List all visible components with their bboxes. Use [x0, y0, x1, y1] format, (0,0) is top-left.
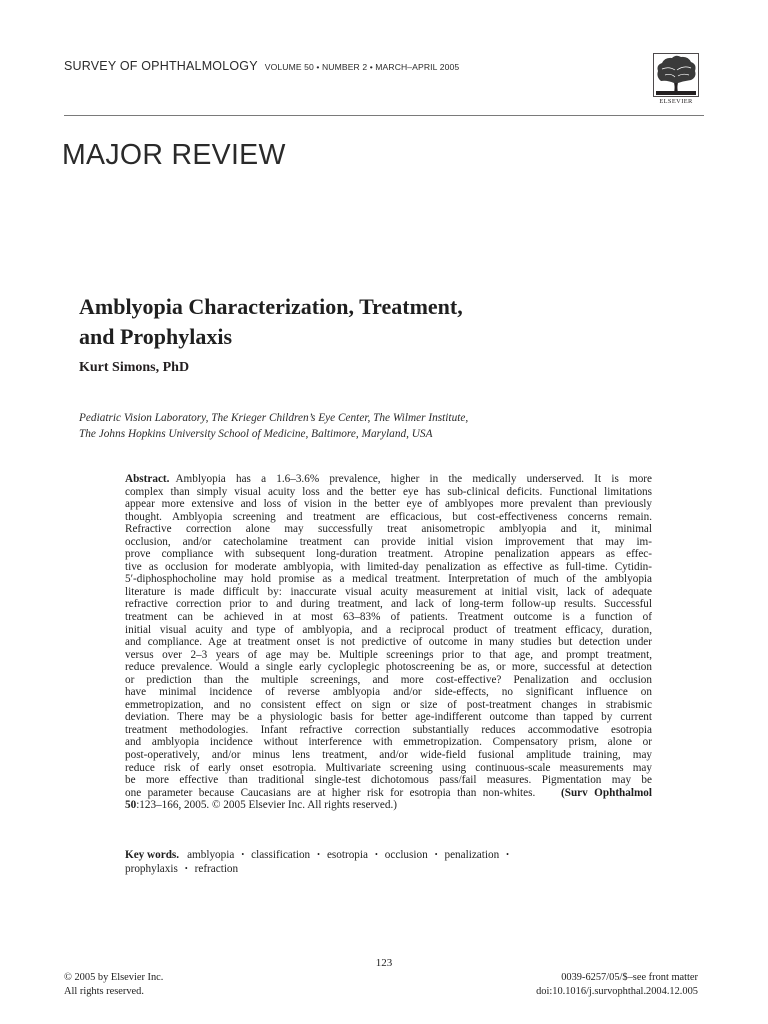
abstract-line: treatment can be achieved in at most 63–83% of patients. Treatment outcome is a function of: [125, 611, 652, 624]
keyword: occlusion: [384, 849, 428, 861]
abstract-line: treatment methodologies. Infant refractive correction substantially reduces accommodative esotropia: [125, 723, 652, 736]
abstract-line: deviation. There may be a physiologic basis for better age-indifferent outcome than tapped by current: [125, 711, 652, 724]
abstract-line: occlusion, and/or catecholamine treatment can provide initial vision improvement that may im-: [125, 535, 652, 548]
keyword-separator: •: [317, 850, 320, 859]
article-title-line-1: Amblyopia Characterization, Treatment,: [79, 294, 463, 319]
keyword-separator: •: [434, 850, 438, 859]
abstract-line: Refractive correction alone may successfully treat anisometropic amblyopia and it, minimal: [125, 523, 652, 536]
footer-rights-line: All rights reserved.: [64, 986, 144, 997]
keyword-separator: •: [374, 850, 378, 859]
abstract-line: tive as occlusion for moderate amblyopia, with limited-day penalization as effective as full-time. Cytidin-: [125, 560, 652, 573]
footer-identifiers: [536, 971, 698, 999]
abstract-line: literature is made difficult by: inaccurate visual acuity measurement at initial visit, lack of adequate: [125, 585, 652, 598]
keyword: refraction: [194, 863, 239, 875]
abstract-line: one parameter because Caucasians are at higher risk for esotropia than non-whites. (Surv Ophthalmol: [125, 786, 652, 799]
footer-issn: 0039-6257/05/$–see front matter: [561, 972, 698, 983]
page-number: 123: [375, 957, 393, 969]
keyword-separator: •: [184, 864, 188, 873]
keywords-line-2: [125, 862, 652, 876]
author-name: Kurt Simons, PhD: [79, 360, 190, 375]
keyword-separator: •: [241, 850, 245, 859]
abstract-line: versus over 2–3 years of age may be. Multiple screenings prior to that age, and prompt treatment,: [125, 648, 652, 661]
citation-journal: (Surv Ophthalmol: [561, 786, 652, 799]
keywords: [125, 848, 652, 876]
footer-copyright: [64, 971, 163, 999]
publisher-name: ELSEVIER: [659, 98, 693, 105]
abstract-line: be more effective than traditional single-test dichotomous pass/fail measures. Pigmentation may be: [125, 774, 652, 787]
abstract-line: and compliance. Age at treatment onset is not predictive of outcome in many studies but detection under: [125, 636, 652, 649]
keyword: amblyopia: [187, 849, 235, 861]
journal-name: SURVEY OF OPHTHALMOLOGY: [64, 59, 258, 73]
article-title-line-2: and Prophylaxis: [79, 324, 233, 349]
header-rule: [64, 115, 704, 116]
abstract-line: complex than simply visual acuity loss and the better eye has sub-clinical deficits. Functional limitations: [125, 485, 652, 498]
abstract-line: prove compliance with subsequent long-duration treatment. Atropine penalization appears as effec-: [125, 548, 652, 561]
abstract-line: have minimal incidence of reverse amblyopia and/or side-effects, no significant influence on: [125, 686, 652, 699]
journal-running-header: [64, 57, 459, 75]
keywords-line-1: [125, 848, 652, 862]
tree-emblem-icon: [653, 53, 699, 97]
citation-volume: 50: [125, 799, 137, 812]
citation-details: :123–166, 2005. © 2005 Elsevier Inc. All rights reserved.): [136, 799, 397, 812]
abstract-line: reduce risk of early onset esotropia. Multivariate screening using continuous-scale measurements may: [125, 761, 652, 774]
abstract-line: appear more extensive and loss of vision in the better eye of amblyopes more prevalent than previously: [125, 498, 652, 511]
affiliation-line-2: The Johns Hopkins University School of Medicine, Baltimore, Maryland, USA: [79, 428, 433, 440]
affiliation-line-1: Pediatric Vision Laboratory, The Krieger Children’s Eye Center, The Wilmer Institute,: [79, 412, 469, 424]
keyword: prophylaxis: [125, 863, 178, 875]
abstract-line: initial visual acuity and type of amblyopia, and a reciprocal product of treatment efficacy, duration,: [125, 623, 652, 636]
publisher-logo: [651, 53, 701, 109]
keyword: penalization: [444, 849, 500, 861]
keywords-label: Key words.: [125, 849, 180, 861]
abstract-line: post-operatively, and/or minus lens treatment, and/or wide-field fusional amplitude training, may: [125, 749, 652, 762]
section-heading: MAJOR REVIEW: [62, 139, 286, 171]
article-title: [79, 292, 679, 352]
abstract-line: 5′-diphosphocholine may hold promise as a medical treatment. Interpretation of much of the amblyopia: [125, 573, 652, 586]
keyword: esotropia: [326, 849, 368, 861]
abstract-line: emmetropization, and no consistent effect on sign or size of post-treatment changes in strabismic: [125, 698, 652, 711]
journal-volume-info: VOLUME 50 • NUMBER 2 • MARCH–APRIL 2005: [264, 62, 460, 72]
abstract-line: reduce prevalence. Would a single early cycloplegic photoscreening be as, or more, successful at detection: [125, 661, 652, 674]
keyword: classification: [251, 849, 311, 861]
keyword-separator: •: [506, 850, 509, 859]
abstract-line: Abstract. Amblyopia has a 1.6–3.6% prevalence, higher in the medically underserved. It is more: [125, 473, 652, 485]
abstract-line: thought. Amblyopia screening and treatment are efficacious, but cost-effectiveness concerns remain.: [125, 510, 652, 523]
abstract-citation: [125, 799, 652, 812]
footer-copyright-line: © 2005 by Elsevier Inc.: [64, 972, 164, 983]
abstract: [125, 473, 652, 812]
abstract-line: or prediction than the multiple screenings, and more cost-effective? Penalization and occlusion: [125, 673, 652, 686]
footer-doi: doi:10.1016/j.survophthal.2004.12.005: [536, 986, 698, 997]
abstract-line: refractive correction prior to and during treatment, and lack of long-term follow-up results. Successful: [125, 598, 652, 611]
abstract-line: and amblyopia incidence without interference with emmetropization. Compensatory prism, alone or: [125, 736, 652, 749]
abstract-label: Abstract.: [125, 473, 170, 485]
author-affiliation: [79, 410, 468, 442]
